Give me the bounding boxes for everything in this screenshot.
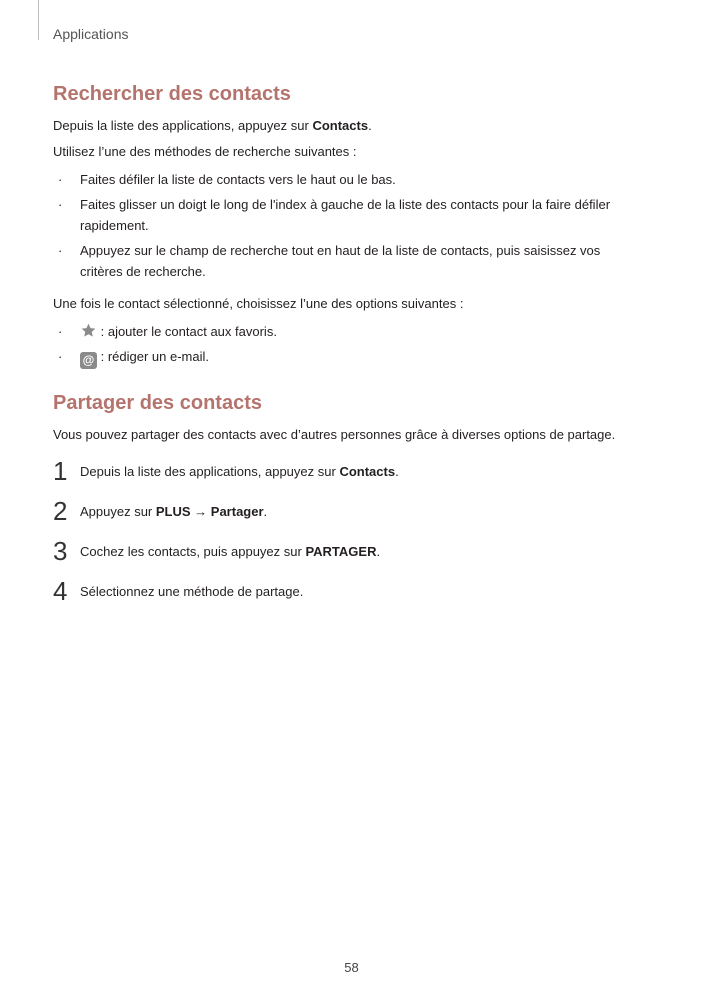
option-text: : rédiger un e-mail.: [97, 349, 209, 364]
method-text: Faites défiler la liste de contacts vers le haut ou le bas.: [80, 172, 396, 187]
list-item: [53, 240, 633, 282]
step-text-bold: Partager: [210, 504, 264, 519]
search-intro: [53, 117, 372, 134]
step-text-bold: PARTAGER: [305, 544, 377, 559]
step-text-pre: Appuyez sur: [80, 504, 156, 519]
bullet-dot: ·: [58, 243, 63, 258]
step-text: [80, 544, 380, 559]
method-text: Faites glisser un doigt le long de l'index à gauche de la liste des contacts pour la faire défiler rapidement.: [80, 197, 611, 233]
option-text: : ajouter le contact aux favoris.: [97, 324, 277, 339]
step-text: [80, 584, 303, 599]
section-title-share: Partager des contacts: [53, 392, 262, 414]
step-number: 1: [53, 456, 68, 486]
step-number: 4: [53, 576, 68, 606]
list-item: [53, 194, 633, 236]
bullet-dot: ·: [58, 324, 63, 339]
methods-intro: Utilisez l’une des méthodes de recherche suivantes :: [53, 144, 357, 159]
bullet-dot: ·: [58, 197, 63, 212]
step-text-post: .: [263, 504, 268, 519]
section-title-search: Rechercher des contacts: [53, 83, 291, 105]
step-text-post: .: [395, 464, 399, 479]
bullet-dot: ·: [58, 172, 63, 187]
step-text-pre: Sélectionnez une méthode de partage.: [80, 584, 304, 599]
star-icon: [80, 322, 97, 339]
step-number: 2: [53, 496, 68, 526]
page-number: 58: [344, 960, 359, 975]
search-intro-post: .: [368, 118, 372, 133]
methods-list: [53, 169, 633, 282]
step-text: [80, 504, 267, 519]
step-text-pre: Cochez les contacts, puis appuyez sur: [80, 544, 306, 559]
step-text-post: .: [376, 544, 381, 559]
step-text-bold: Contacts: [339, 464, 396, 479]
header-rule: [38, 0, 39, 40]
arrow-text: →: [190, 504, 211, 519]
share-intro: Vous pouvez partager des contacts avec d’autres personnes grâce à diverses options de partage.: [53, 427, 616, 442]
email-at-icon: @: [80, 352, 97, 369]
step-text: [80, 464, 399, 479]
list-item: [53, 169, 633, 190]
options-list: [53, 321, 633, 369]
search-intro-bold: Contacts: [312, 118, 369, 133]
header-section-label: Applications: [53, 26, 129, 42]
options-intro: Une fois le contact sélectionné, choisissez l’une des options suivantes :: [53, 296, 464, 311]
bullet-dot: ·: [58, 349, 63, 364]
list-item: [53, 321, 633, 342]
search-intro-text: Depuis la liste des applications, appuyez sur: [53, 118, 313, 133]
step-text-bold: PLUS: [155, 504, 191, 519]
method-text: Appuyez sur le champ de recherche tout en haut de la liste de contacts, puis saisissez vos critères de recherche.: [80, 243, 601, 279]
step-text-pre: Depuis la liste des applications, appuyez sur: [80, 464, 340, 479]
list-item: [53, 346, 633, 369]
step-number: 3: [53, 536, 68, 566]
